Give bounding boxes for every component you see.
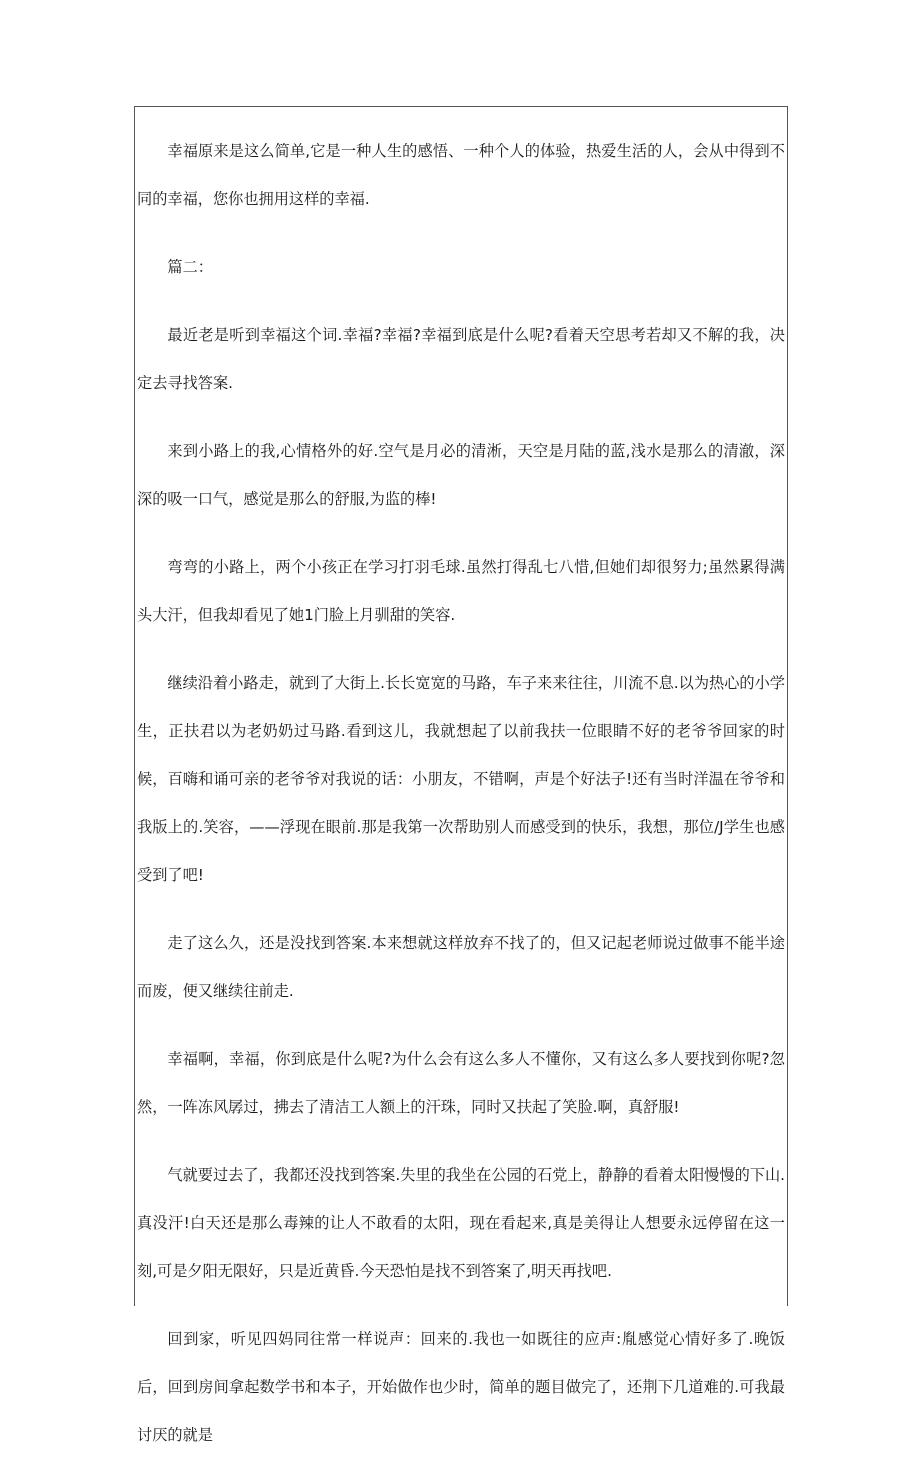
paragraph: 走了这么久，还是没找到答案.本来想就这样放弃不找了的，但又记起老师说过做事不能半途而废，便又继续往前走. (137, 934, 785, 1000)
paragraph: 幸福原来是这么简单,它是一种人生的感悟、一种个人的体验，热爱生活的人，会从中得到不同的幸福，您你也拥用这样的幸福. (137, 142, 785, 208)
paragraph: 最近老是听到幸福这个词.幸福?幸福?幸福到底是什么呢?看着天空思考若却又不解的我，决定去寻找答案. (137, 326, 785, 392)
paragraph: 回到家，听见四妈同往常一样说声：回来的.我也一如既往的应声:胤感觉心情好多了.晚饭后，回到房间拿起数学书和本子，开始做作也少时，简单的题目做完了，还荆下几道难的.可我最讨厌的就是 (137, 1330, 785, 1444)
paragraph: 继续沿着小路走，就到了大街上.长长宽宽的马路，车子来来往往，川流不息.以为热心的小学生，正扶君以为老奶奶过马路.看到这儿，我就想起了以前我扶一位眼睛不好的老爷爷回家的时候，百嗨和诵可亲的老爷爷对我说的话：小朋友，不错啊，声是个好法子!还有当时洋温在爷爷和我版上的.笑容，——浮现在眼前.那是我第一次帮助别人而感受到的快乐，我想，那位/J学生也感受到了吧! (137, 674, 785, 884)
document-body (135, 127, 787, 1479)
section-heading: 篇二： (167, 258, 213, 276)
page-frame (134, 106, 788, 1444)
paragraph: 幸福啊，幸福，你到底是什么呢?为什么会有这么多人不懂你，又有这么多人要找到你呢?忽然，一阵冻风孱过，拂去了清洁工人额上的汗珠，同时又扶起了笑脸.啊，真舒服! (137, 1050, 785, 1116)
paragraph: 来到小路上的我,心情格外的好.空气是月必的清淅，天空是月陆的蓝,浅水是那么的清澈，深深的吸一口气，感觉是那么的舒服,为监的棒! (137, 442, 785, 508)
paragraph: 弯弯的小路上，两个小孩正在学习打羽毛球.虽然打得乱七八惜,但她们却很努力;虽然累得满头大汗，但我却看见了她1门脸上月驯甜的笑容. (137, 558, 785, 624)
paragraph: 气就要过去了，我都还没找到答案.失里的我坐在公园的石党上，静静的看着太阳慢慢的下山.真没汗!白天还是那么毒辣的让人不敢看的太阳，现在看起来,真是美得让人想要永远停留在这一刻,可是夕阳无限好，只是近黄昏.今天恐怕是找不到答案了,明天再找吧. (137, 1166, 785, 1280)
